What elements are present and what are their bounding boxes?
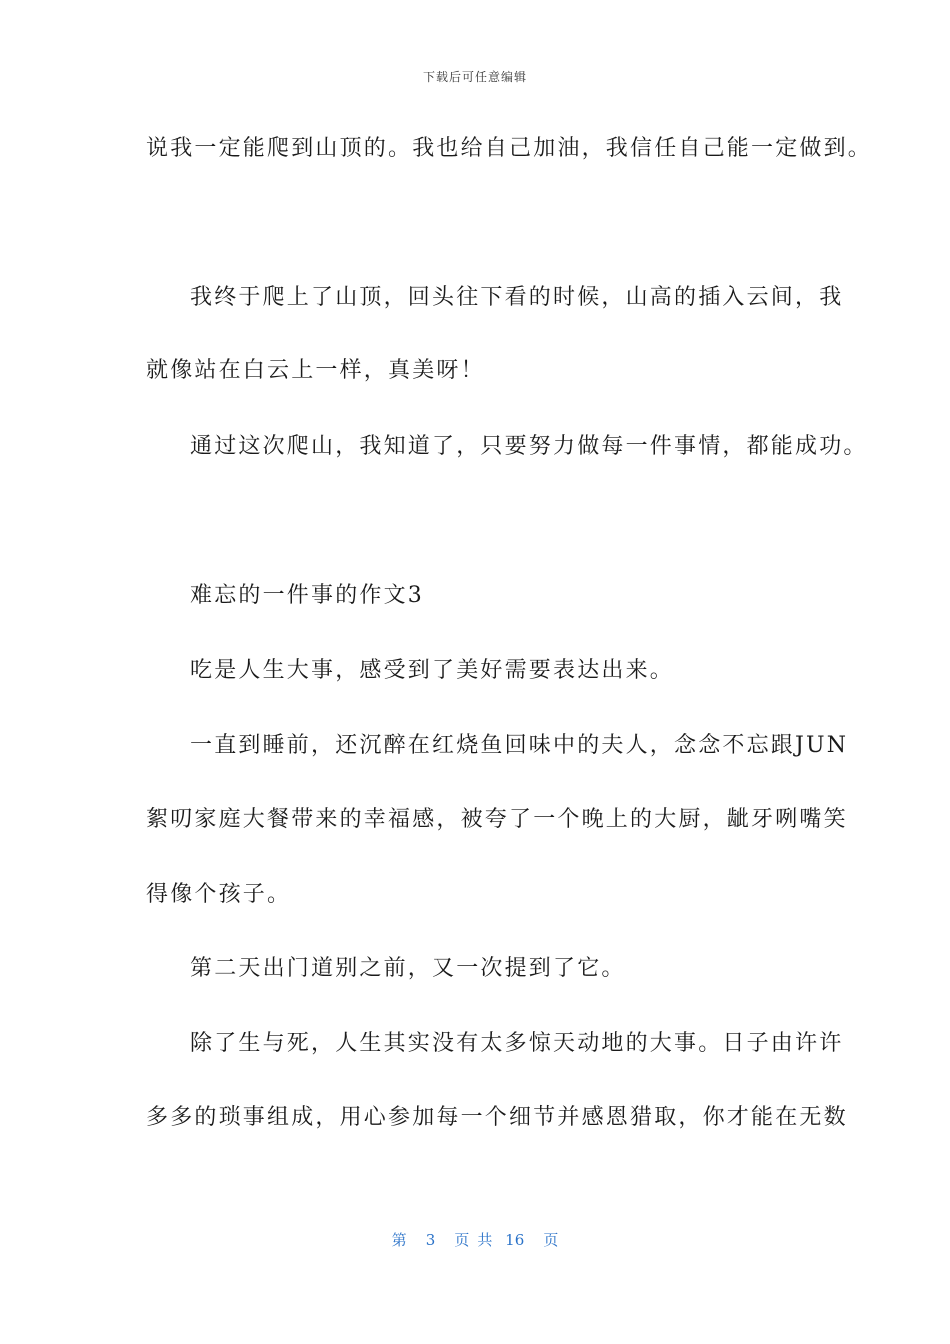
body-line-8: 絮叨家庭大餐带来的幸福感，被夸了一个晚上的大厨，龇牙咧嘴笑 bbox=[146, 807, 848, 832]
header-note: 下载后可任意编辑 bbox=[422, 70, 527, 84]
body-line-7: 一直到睡前，还沉醉在红烧鱼回味中的夫人，念念不忘跟JUN bbox=[190, 733, 849, 758]
body-line-9: 得像个孩子。 bbox=[146, 882, 292, 907]
footer-mid: 页共 bbox=[454, 1231, 501, 1249]
section-heading: 难忘的一件事的作文3 bbox=[190, 583, 424, 608]
footer-suffix: 页 bbox=[543, 1231, 559, 1249]
body-line-3: 就像站在白云上一样，真美呀！ bbox=[146, 358, 485, 383]
page-footer bbox=[0, 1229, 950, 1250]
body-line-4: 通过这次爬山，我知道了，只要努力做每一件事情，都能成功。 bbox=[190, 434, 868, 459]
body-line-10: 第二天出门道别之前，又一次提到了它。 bbox=[190, 956, 626, 981]
body-line-1: 说我一定能爬到山顶的。我也给自己加油，我信任自己能一定做到。 bbox=[146, 136, 873, 161]
body-line-2: 我终于爬上了山顶，回头往下看的时候，山高的插入云间，我 bbox=[190, 285, 844, 310]
footer-total-pages: 16 bbox=[505, 1231, 525, 1249]
footer-current-page: 3 bbox=[425, 1231, 436, 1249]
body-line-11: 除了生与死，人生其实没有太多惊天动地的大事。日子由许许 bbox=[190, 1031, 844, 1056]
footer-prefix: 第 bbox=[391, 1231, 407, 1249]
body-line-12: 多多的琐事组成，用心参加每一个细节并感恩猎取，你才能在无数 bbox=[146, 1105, 848, 1130]
body-line-6: 吃是人生大事，感受到了美好需要表达出来。 bbox=[190, 658, 675, 683]
